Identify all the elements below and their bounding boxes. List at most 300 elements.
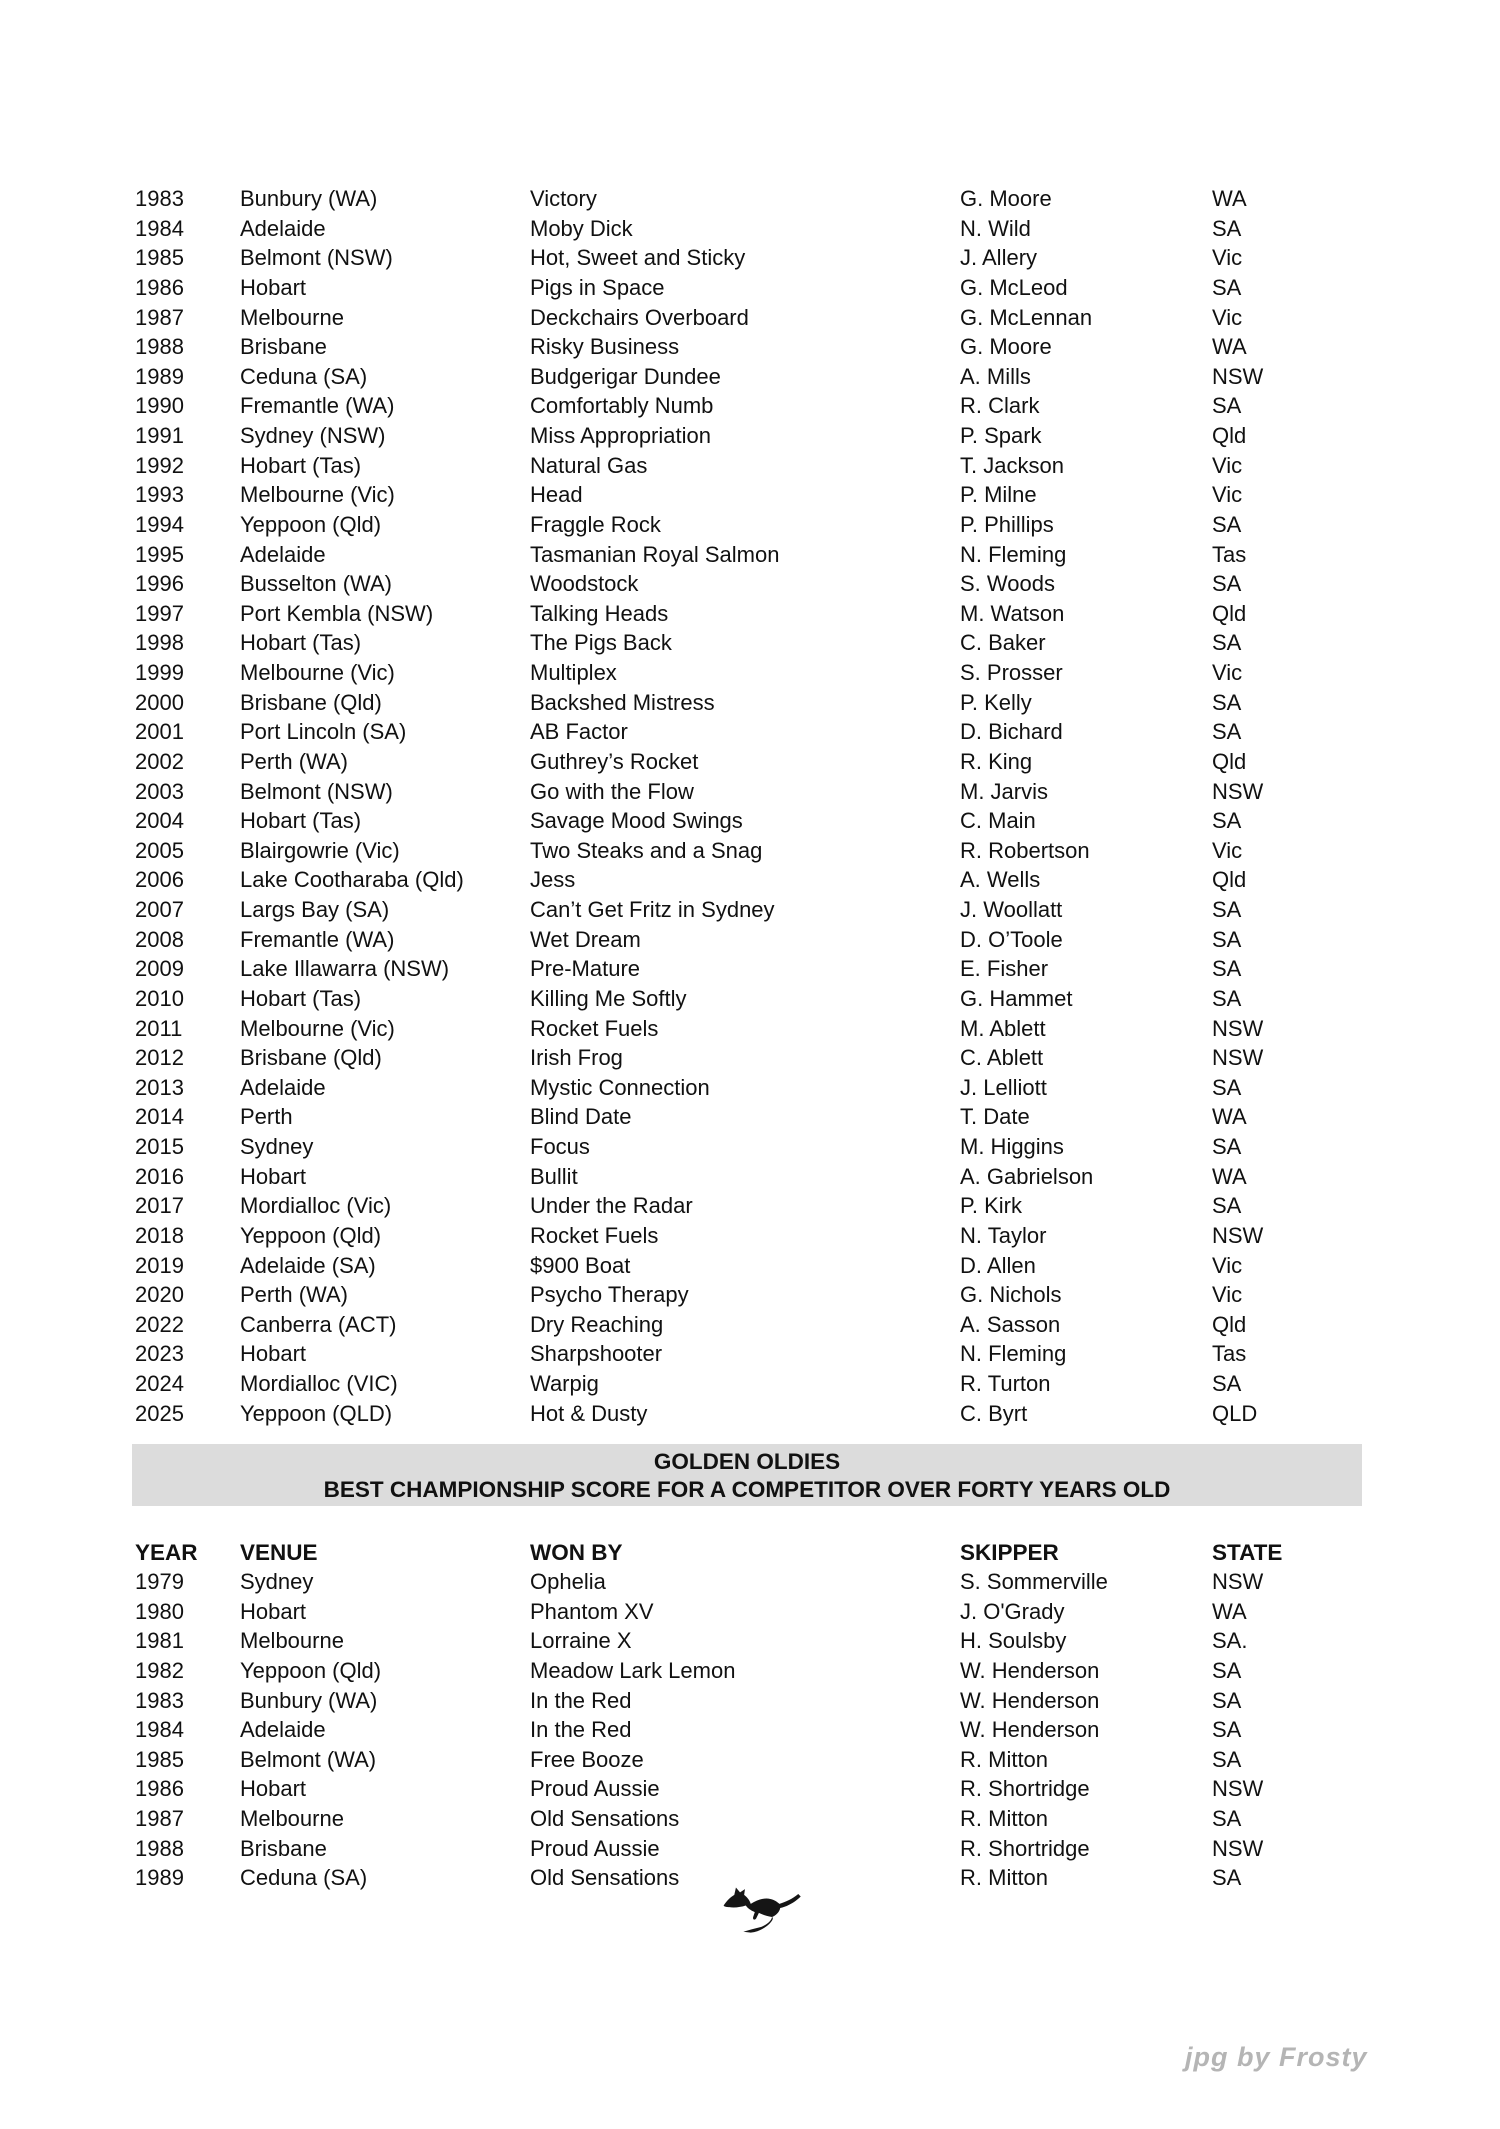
skipper-cell: N. Fleming [960, 541, 1067, 567]
state-cell: SA [1212, 630, 1242, 656]
state-cell: Vic [1212, 1282, 1243, 1308]
state-cell: SA [1212, 719, 1242, 745]
skipper-cell: M. Jarvis [960, 778, 1048, 804]
venue-cell: Sydney (NSW) [240, 423, 386, 448]
won-by-cell: Mystic Connection [530, 1074, 710, 1100]
won-by-cell: Ophelia [530, 1569, 606, 1594]
state-cell: WA [1212, 186, 1247, 211]
won-by-cell: Old Sensations [530, 1806, 680, 1831]
venue-cell: Belmont (NSW) [240, 778, 393, 804]
won-by-cell: Psycho Therapy [530, 1282, 689, 1308]
kangaroo-icon [722, 1880, 804, 1936]
year-cell: 1989 [135, 1865, 184, 1891]
skipper-cell: T. Jackson [960, 452, 1064, 478]
won-by-cell: Victory [530, 186, 597, 211]
venue-cell: Brisbane [240, 334, 327, 360]
table-row [135, 599, 1415, 629]
venue-cell: Brisbane [240, 1835, 327, 1861]
venue-cell: Hobart [240, 1163, 307, 1189]
won-by-cell: Deckchairs Overboard [530, 304, 749, 330]
skipper-cell: G. McLeod [960, 274, 1068, 300]
table-row [135, 421, 1415, 451]
table-row [135, 243, 1415, 273]
state-cell: NSW [1212, 1015, 1264, 1041]
table-row [135, 214, 1415, 244]
table-row [135, 777, 1415, 807]
year-cell: 1982 [135, 1657, 184, 1683]
table-row [135, 391, 1415, 421]
year-cell: 1986 [135, 1776, 184, 1802]
won-by-cell: Hot & Dusty [530, 1400, 648, 1426]
state-cell: Qld [1212, 748, 1247, 774]
venue-cell: Belmont (NSW) [240, 245, 393, 271]
state-cell: SA [1212, 956, 1242, 982]
state-cell: SA [1212, 274, 1242, 300]
table-row [135, 1310, 1415, 1340]
state-cell: NSW [1212, 1835, 1264, 1861]
year-cell: 2013 [135, 1074, 184, 1100]
skipper-cell: G. Nichols [960, 1282, 1062, 1308]
venue-cell: Lake Cootharaba (Qld) [240, 867, 464, 893]
table-row [135, 1774, 1415, 1804]
table-row [135, 1804, 1415, 1834]
skipper-cell: D. Bichard [960, 719, 1063, 745]
state-cell: Vic [1212, 1252, 1243, 1278]
venue-cell: Ceduna (SA) [240, 363, 368, 389]
table-row [135, 658, 1415, 688]
skipper-cell: H. Soulsby [960, 1628, 1067, 1654]
won-by-cell: AB Factor [530, 719, 628, 745]
venue-cell: Melbourne (Vic) [240, 482, 395, 508]
won-by-cell: Woodstock [530, 571, 639, 597]
state-cell: Qld [1212, 423, 1247, 448]
won-by-cell: Risky Business [530, 334, 680, 360]
year-cell: 1985 [135, 1746, 184, 1772]
state-cell: SA [1212, 1806, 1242, 1831]
won-by-cell: Blind Date [530, 1104, 632, 1130]
year-cell: 1983 [135, 186, 184, 211]
won-by-cell: Irish Frog [530, 1045, 623, 1071]
venue-cell: Mordialloc (VIC) [240, 1371, 398, 1396]
year-cell: 1979 [135, 1569, 184, 1594]
year-cell: 2005 [135, 837, 184, 863]
state-cell: SA [1212, 808, 1242, 834]
year-cell: 1991 [135, 423, 184, 448]
venue-cell: Perth (WA) [240, 1282, 348, 1308]
year-cell: 2012 [135, 1045, 184, 1071]
venue-cell: Adelaide [240, 541, 326, 567]
state-cell: SA [1212, 1717, 1242, 1743]
year-cell: 1987 [135, 1806, 184, 1831]
venue-cell: Melbourne (Vic) [240, 660, 395, 685]
year-cell: 2017 [135, 1193, 184, 1219]
state-cell: SA [1212, 689, 1242, 715]
skipper-cell: P. Kelly [960, 689, 1032, 715]
table-row [135, 865, 1415, 895]
won-by-cell: The Pigs Back [530, 630, 672, 656]
state-cell: WA [1212, 1598, 1247, 1624]
year-cell: 2024 [135, 1371, 184, 1396]
venue-cell: Largs Bay (SA) [240, 897, 390, 922]
year-cell: 2011 [135, 1015, 183, 1041]
won-by-cell: Two Steaks and a Snag [530, 837, 763, 863]
table-row [135, 688, 1415, 718]
table-row [135, 1251, 1415, 1281]
venue-cell: Bunbury (WA) [240, 1687, 378, 1713]
won-by-cell: Meadow Lark Lemon [530, 1657, 736, 1683]
skipper-cell: P. Phillips [960, 511, 1054, 537]
venue-cell: Yeppoon (Qld) [240, 1222, 382, 1248]
won-by-cell: Moby Dick [530, 215, 633, 241]
skipper-cell: P. Kirk [960, 1193, 1022, 1219]
table-row [135, 925, 1415, 955]
section-subtitle: BEST CHAMPIONSHIP SCORE FOR A COMPETITOR OVER FORTY YEARS OLD [323, 1476, 1171, 1502]
skipper-cell: D. Allen [960, 1252, 1036, 1278]
year-cell: 1980 [135, 1598, 184, 1624]
skipper-cell: S. Prosser [960, 660, 1063, 685]
table-row [135, 480, 1415, 510]
skipper-cell: A. Mills [960, 363, 1031, 389]
venue-cell: Ceduna (SA) [240, 1865, 368, 1891]
table-row [135, 1834, 1415, 1864]
state-cell: Qld [1212, 867, 1247, 893]
won-by-cell: Fraggle Rock [530, 511, 661, 537]
table-row [135, 836, 1415, 866]
state-cell: SA [1212, 1687, 1242, 1713]
skipper-cell: N. Fleming [960, 1341, 1067, 1367]
venue-cell: Hobart [240, 274, 307, 300]
won-by-cell: Phantom XV [530, 1598, 654, 1624]
state-cell: SA [1212, 393, 1242, 419]
state-cell: Vic [1212, 482, 1243, 508]
won-by-cell: Go with the Flow [530, 778, 694, 804]
skipper-cell: J. Lelliott [960, 1074, 1047, 1100]
skipper-cell: G. Moore [960, 186, 1052, 211]
table-row [135, 451, 1415, 481]
table-row [135, 303, 1415, 333]
table-row [135, 747, 1415, 777]
skipper-cell: G. Moore [960, 334, 1052, 360]
venue-cell: Lake Illawarra (NSW) [240, 956, 450, 982]
state-cell: SA [1212, 985, 1242, 1011]
won-by-cell: Wet Dream [530, 926, 641, 952]
skipper-cell: C. Baker [960, 630, 1046, 656]
column-header-state: STATE [1212, 1540, 1283, 1565]
table-row [135, 569, 1415, 599]
table-row [135, 895, 1415, 925]
year-cell: 1985 [135, 245, 184, 271]
year-cell: 1999 [135, 660, 184, 685]
won-by-cell: Proud Aussie [530, 1776, 660, 1802]
skipper-cell: G. Hammet [960, 985, 1073, 1011]
table-row [135, 1014, 1415, 1044]
state-cell: Vic [1212, 660, 1243, 685]
venue-cell: Melbourne [240, 304, 344, 330]
year-cell: 1986 [135, 274, 184, 300]
state-cell: NSW [1212, 1222, 1264, 1248]
golden-oldies-column-headers [135, 1538, 1415, 1567]
state-cell: SA [1212, 1134, 1242, 1159]
year-cell: 2008 [135, 926, 184, 952]
year-cell: 1988 [135, 334, 184, 360]
won-by-cell: Rocket Fuels [530, 1222, 659, 1248]
venue-cell: Hobart (Tas) [240, 452, 362, 478]
table-row [135, 806, 1415, 836]
table-row [135, 510, 1415, 540]
won-by-cell: Head [530, 482, 583, 508]
won-by-cell: In the Red [530, 1687, 632, 1713]
venue-cell: Port Lincoln (SA) [240, 719, 407, 745]
state-cell: SA [1212, 215, 1242, 241]
table-row [135, 1715, 1415, 1745]
won-by-cell: Warpig [530, 1371, 599, 1396]
year-cell: 2014 [135, 1104, 184, 1130]
table-row [135, 1597, 1415, 1627]
state-cell: WA [1212, 1163, 1247, 1189]
won-by-cell: Killing Me Softly [530, 985, 687, 1011]
state-cell: NSW [1212, 1045, 1264, 1071]
year-cell: 1996 [135, 571, 184, 597]
venue-cell: Hobart [240, 1341, 307, 1367]
skipper-cell: T. Date [960, 1104, 1030, 1130]
year-cell: 2004 [135, 808, 184, 834]
table-row [135, 1132, 1415, 1162]
won-by-cell: Backshed Mistress [530, 689, 715, 715]
skipper-cell: A. Sasson [960, 1311, 1061, 1337]
venue-cell: Yeppoon (Qld) [240, 511, 382, 537]
venue-cell: Blairgowrie (Vic) [240, 837, 400, 863]
year-cell: 1989 [135, 363, 184, 389]
column-header-won-by: WON BY [530, 1540, 623, 1565]
year-cell: 2000 [135, 689, 184, 715]
golden-oldies-header-band [132, 1444, 1362, 1506]
venue-cell: Brisbane (Qld) [240, 689, 382, 715]
won-by-cell: Can’t Get Fritz in Sydney [530, 897, 775, 922]
venue-cell: Mordialloc (Vic) [240, 1193, 392, 1219]
won-by-cell: Under the Radar [530, 1193, 693, 1219]
skipper-cell: S. Woods [960, 571, 1055, 597]
state-cell: Vic [1212, 304, 1243, 330]
skipper-cell: P. Spark [960, 423, 1042, 448]
venue-cell: Busselton (WA) [240, 571, 393, 597]
skipper-cell: W. Henderson [960, 1657, 1100, 1683]
skipper-cell: C. Main [960, 808, 1036, 834]
table-row [135, 1102, 1415, 1132]
venue-cell: Hobart [240, 1598, 307, 1624]
state-cell: SA [1212, 1193, 1242, 1219]
year-cell: 2015 [135, 1134, 184, 1159]
table-row [135, 184, 1415, 214]
skipper-cell: M. Watson [960, 600, 1065, 626]
year-cell: 2025 [135, 1400, 184, 1426]
state-cell: NSW [1212, 778, 1264, 804]
year-cell: 1984 [135, 215, 184, 241]
table-row [135, 540, 1415, 570]
table-row [135, 1339, 1415, 1369]
skipper-cell: R. Shortridge [960, 1835, 1090, 1861]
state-cell: SA [1212, 1657, 1242, 1683]
state-cell: QLD [1212, 1400, 1258, 1426]
state-cell: Vic [1212, 452, 1243, 478]
venue-cell: Adelaide [240, 215, 326, 241]
state-cell: SA [1212, 1746, 1242, 1772]
won-by-cell: Bullit [530, 1163, 578, 1189]
skipper-cell: N. Wild [960, 215, 1031, 241]
skipper-cell: G. McLennan [960, 304, 1093, 330]
won-by-cell: Dry Reaching [530, 1311, 664, 1337]
won-by-cell: Comfortably Numb [530, 393, 714, 419]
table-row [135, 1399, 1415, 1429]
state-cell: NSW [1212, 363, 1264, 389]
skipper-cell: R. Robertson [960, 837, 1090, 863]
won-by-cell: Lorraine X [530, 1628, 632, 1654]
year-cell: 1995 [135, 541, 184, 567]
skipper-cell: W. Henderson [960, 1717, 1100, 1743]
year-cell: 2002 [135, 748, 184, 774]
year-cell: 1987 [135, 304, 184, 330]
venue-cell: Perth (WA) [240, 748, 348, 774]
skipper-cell: A. Wells [960, 867, 1041, 893]
table-row [135, 954, 1415, 984]
table-row [135, 1369, 1415, 1399]
skipper-cell: C. Byrt [960, 1400, 1028, 1426]
won-by-cell: Miss Appropriation [530, 423, 711, 448]
state-cell: Qld [1212, 600, 1247, 626]
venue-cell: Hobart (Tas) [240, 985, 362, 1011]
table-row [135, 1686, 1415, 1716]
year-cell: 1990 [135, 393, 184, 419]
venue-cell: Sydney [240, 1134, 314, 1159]
venue-cell: Adelaide (SA) [240, 1252, 376, 1278]
table-row [135, 717, 1415, 747]
state-cell: SA [1212, 1371, 1242, 1396]
year-cell: 1994 [135, 511, 184, 537]
skipper-cell: R. Mitton [960, 1746, 1049, 1772]
year-cell: 2009 [135, 956, 184, 982]
state-cell: SA [1212, 571, 1242, 597]
year-cell: 1993 [135, 482, 184, 508]
state-cell: WA [1212, 334, 1247, 360]
venue-cell: Hobart [240, 1776, 307, 1802]
state-cell: Tas [1212, 1341, 1247, 1367]
venue-cell: Hobart (Tas) [240, 630, 362, 656]
year-cell: 1983 [135, 1687, 184, 1713]
state-cell: SA [1212, 897, 1242, 922]
state-cell: Tas [1212, 541, 1247, 567]
table-row [135, 1567, 1415, 1597]
state-cell: SA [1212, 926, 1242, 952]
state-cell: NSW [1212, 1776, 1264, 1802]
skipper-cell: M. Ablett [960, 1015, 1046, 1041]
venue-cell: Sydney [240, 1569, 314, 1594]
year-cell: 1992 [135, 452, 184, 478]
championship-results-table [135, 184, 1415, 1428]
skipper-cell: N. Taylor [960, 1222, 1047, 1248]
year-cell: 1998 [135, 630, 184, 656]
won-by-cell: Old Sensations [530, 1865, 680, 1891]
venue-cell: Melbourne [240, 1628, 344, 1654]
column-header-skipper: SKIPPER [960, 1540, 1059, 1565]
state-cell: Qld [1212, 1311, 1247, 1337]
year-cell: 2003 [135, 778, 184, 804]
won-by-cell: Jess [530, 867, 576, 893]
venue-cell: Yeppoon (Qld) [240, 1657, 382, 1683]
venue-cell: Port Kembla (NSW) [240, 600, 434, 626]
table-row [135, 1191, 1415, 1221]
venue-cell: Canberra (ACT) [240, 1311, 397, 1337]
year-cell: 2022 [135, 1311, 184, 1337]
watermark-text: jpg by Frosty [1185, 2042, 1368, 2072]
year-cell: 2020 [135, 1282, 184, 1308]
skipper-cell: J. Allery [960, 245, 1038, 271]
venue-cell: Adelaide [240, 1074, 326, 1100]
won-by-cell: Pigs in Space [530, 274, 665, 300]
skipper-cell: R. Mitton [960, 1865, 1049, 1891]
venue-cell: Perth [240, 1104, 293, 1130]
year-cell: 2007 [135, 897, 184, 922]
won-by-cell: $900 Boat [530, 1252, 631, 1278]
year-cell: 2001 [135, 719, 184, 745]
state-cell: SA [1212, 1074, 1242, 1100]
state-cell: WA [1212, 1104, 1247, 1130]
skipper-cell: P. Milne [960, 482, 1037, 508]
year-cell: 1988 [135, 1835, 184, 1861]
year-cell: 1984 [135, 1717, 184, 1743]
state-cell: SA. [1212, 1628, 1248, 1654]
table-row [135, 1745, 1415, 1775]
won-by-cell: Sharpshooter [530, 1341, 663, 1367]
won-by-cell: In the Red [530, 1717, 632, 1743]
table-row [135, 362, 1415, 392]
year-cell: 2023 [135, 1341, 184, 1367]
column-header-year: YEAR [135, 1540, 198, 1565]
won-by-cell: Budgerigar Dundee [530, 363, 721, 389]
table-row [135, 1626, 1415, 1656]
golden-oldies-table [135, 1567, 1415, 1893]
skipper-cell: S. Sommerville [960, 1569, 1108, 1594]
year-cell: 1997 [135, 600, 184, 626]
won-by-cell: Free Booze [530, 1746, 644, 1772]
skipper-cell: R. Mitton [960, 1806, 1049, 1831]
skipper-cell: C. Ablett [960, 1045, 1044, 1071]
skipper-cell: J. O'Grady [960, 1598, 1065, 1624]
skipper-cell: W. Henderson [960, 1687, 1100, 1713]
state-cell: Vic [1212, 837, 1243, 863]
year-cell: 2019 [135, 1252, 184, 1278]
year-cell: 2010 [135, 985, 184, 1011]
table-row [135, 1656, 1415, 1686]
won-by-cell: Natural Gas [530, 452, 648, 478]
skipper-cell: R. Clark [960, 393, 1040, 419]
venue-cell: Fremantle (WA) [240, 393, 395, 419]
won-by-cell: Tasmanian Royal Salmon [530, 541, 780, 567]
venue-cell: Adelaide [240, 1717, 326, 1743]
year-cell: 2018 [135, 1222, 184, 1248]
skipper-cell: R. King [960, 748, 1033, 774]
venue-cell: Melbourne (Vic) [240, 1015, 395, 1041]
table-row [135, 332, 1415, 362]
table-row [135, 1073, 1415, 1103]
skipper-cell: A. Gabrielson [960, 1163, 1094, 1189]
state-cell: SA [1212, 511, 1242, 537]
table-row [135, 984, 1415, 1014]
won-by-cell: Multiplex [530, 660, 617, 685]
skipper-cell: D. O’Toole [960, 926, 1063, 952]
won-by-cell: Proud Aussie [530, 1835, 660, 1861]
won-by-cell: Guthrey’s Rocket [530, 748, 699, 774]
venue-cell: Yeppoon (QLD) [240, 1400, 393, 1426]
table-row [135, 273, 1415, 303]
